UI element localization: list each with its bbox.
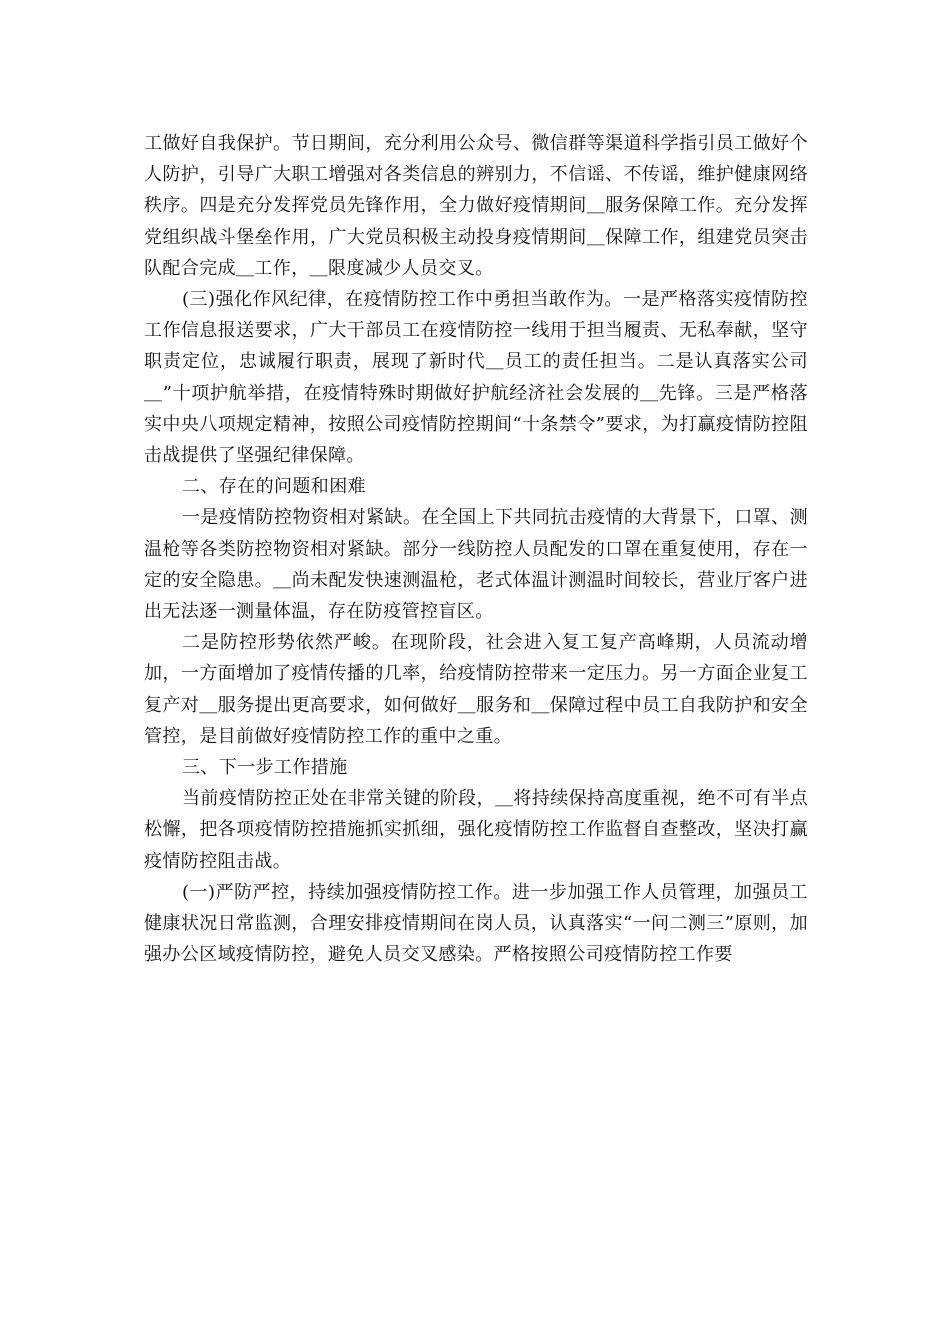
section-heading-next-steps: 三、下一步工作措施 bbox=[182, 757, 348, 779]
paragraph-supplies-shortage: 一是疫情防控物资相对紧缺。在全国上下共同抗击疫情的大背景下，口罩、测温枪等各类防控物资相对紧缺。部分一线防控人员配发的口罩在重复使用，存在一定的安全隐患。＿尚未配发快速测温枪，老式体温计测温时间较长，营业厅客户进出无法逐一测量体温，存在防疫管控盲区。 bbox=[144, 507, 808, 623]
paragraph-strict-control: (一)严防严控，持续加强疫情防控工作。进一步加强工作人员管理，加强员工健康状况日常监测，合理安排疫情期间在岗人员，认真落实“一问二测三”原则，加强办公区域疫情防控，避免人员交叉感染。严格按照公司疫情防控工作要 bbox=[144, 881, 808, 966]
section-heading-problems: 二、存在的问题和困难 bbox=[182, 476, 366, 498]
paragraph-continuation: 工做好自我保护。节日期间，充分利用公众号、微信群等渠道科学指引员工做好个人防护，引导广大职工增强对各类信息的辨别力，不信谣、不传谣，维护健康网络秩序。四是充分发挥党员先锋作用，全力做好疫情期间＿服务保障工作。充分发挥党组织战斗堡垒作用，广大党员积极主动投身疫情期间＿保障工作，组建党员突击队配合完成＿工作，＿限度减少人员交叉。 bbox=[144, 133, 808, 279]
paragraph-severe-situation: 二是防控形势依然严峻。在现阶段，社会进入复工复产高峰期，人员流动增加，一方面增加了疫情传播的几率，给疫情防控带来一定压力。另一方面企业复工复产对＿服务提出更高要求，如何做好＿服务和＿保障过程中员工自我防护和安全管控，是目前做好疫情防控工作的重中之重。 bbox=[144, 632, 808, 747]
paragraph-critical-stage: 当前疫情防控正处在非常关键的阶段，＿将持续保持高度重视，绝不可有半点松懈，把各项疫情防控措施抓实抓细，强化疫情防控工作监督自查整改，坚决打赢疫情防控阻击战。 bbox=[144, 788, 808, 872]
document-page bbox=[144, 128, 808, 970]
paragraph-discipline: (三)强化作风纪律，在疫情防控工作中勇担当敢作为。一是严格落实疫情防控工作信息报送要求，广大干部员工在疫情防控一线用于担当履责、无私奉献，坚守职责定位，忠诚履行职责，展现了新时代＿员工的责任担当。二是认真落实公司＿”十项护航举措，在疫情特殊时期做好护航经济社会发展的＿先锋。三是严格落实中央八项规定精神，按照公司疫情防控期间“十条禁令”要求，为打赢疫情防控阻击战提供了坚强纪律保障。 bbox=[144, 289, 808, 467]
